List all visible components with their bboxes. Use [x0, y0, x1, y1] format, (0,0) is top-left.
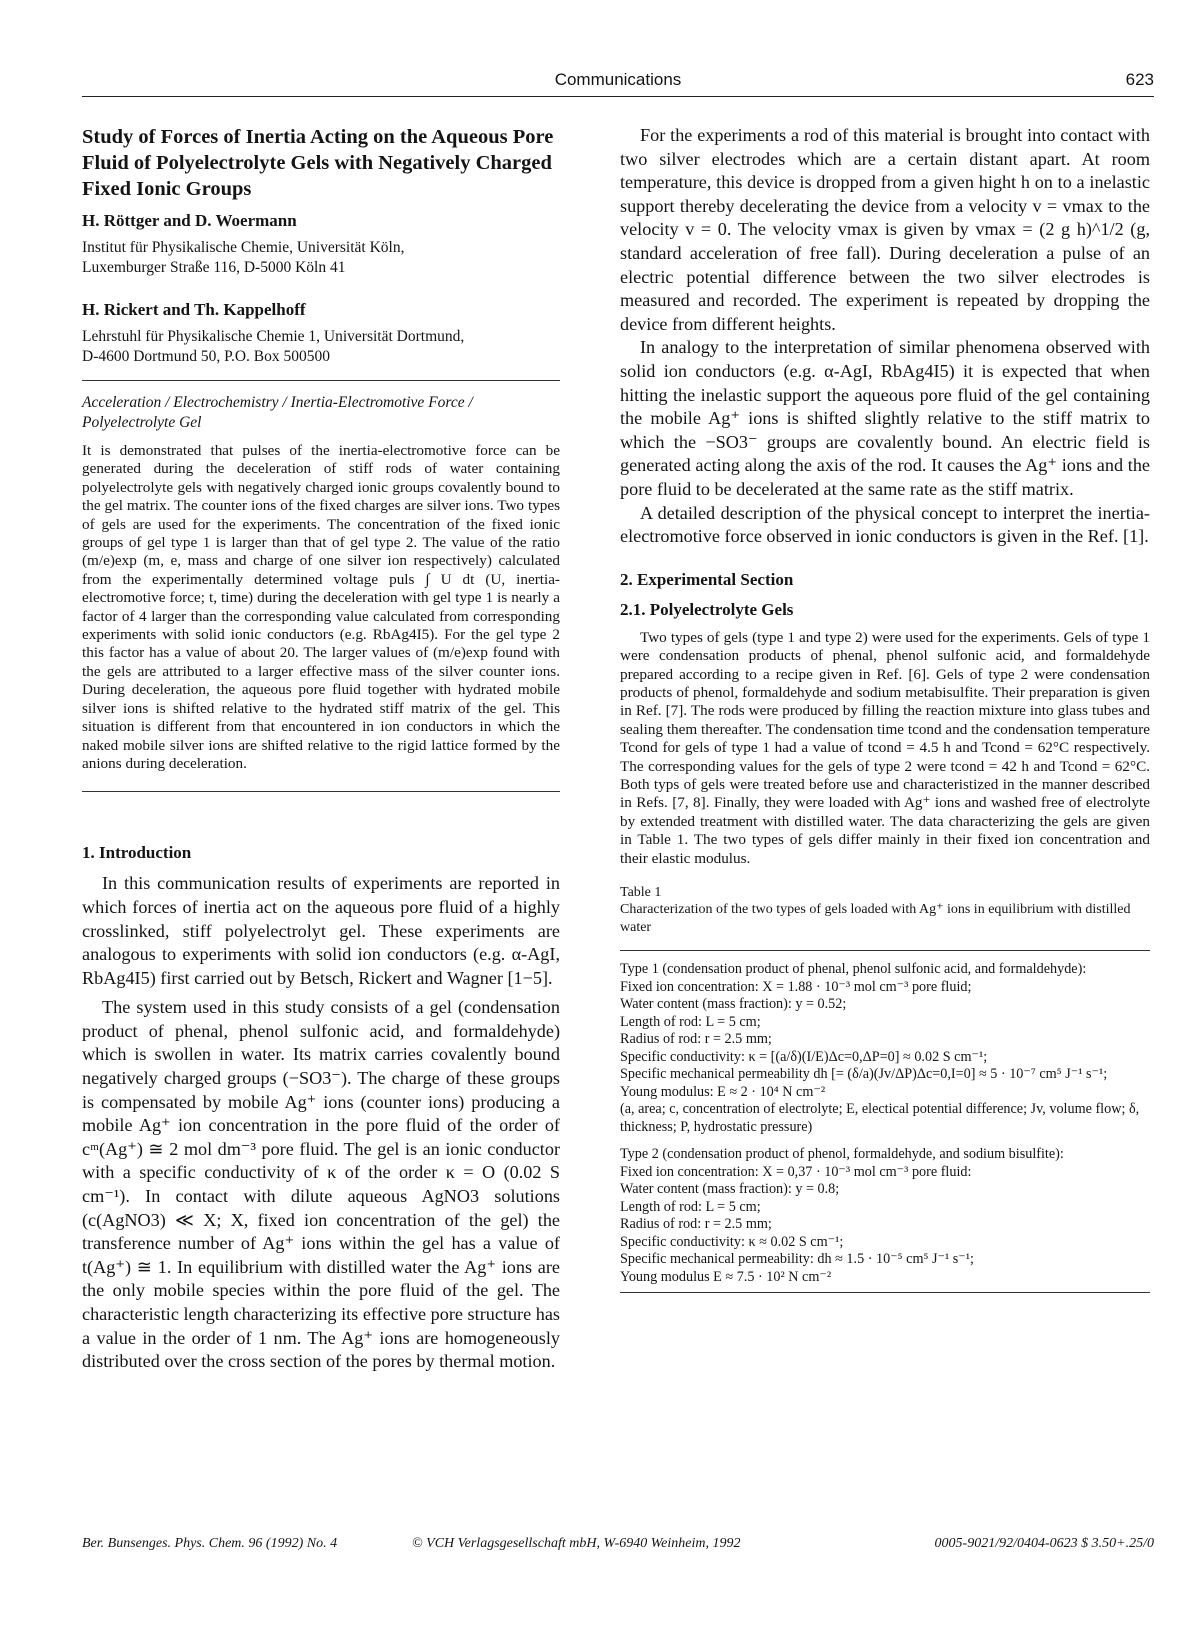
page-footer — [82, 1536, 1154, 1556]
footer-journal: Ber. Bunsenges. Phys. Chem. 96 (1992) No. 4 — [82, 1536, 338, 1551]
table-line: Specific conductivity: κ ≈ 0.02 S cm⁻¹; — [620, 1233, 844, 1250]
affiliation-1 — [82, 238, 560, 277]
affiliation-1-line: Institut für Physikalische Chemie, Universität Köln, — [82, 239, 405, 256]
right-column — [620, 124, 1150, 1293]
table-line: Specific mechanical permeability dh [= (δ/a)(Jv/ΔP)Δc=0,I=0] ≈ 5 · 10⁻⁷ cm⁵ J⁻¹ s⁻¹; — [620, 1066, 1108, 1083]
table-line: Young modulus E ≈ 7.5 · 10² N cm⁻² — [620, 1268, 832, 1285]
subsection-heading-gels: 2.1. Polyelectrolyte Gels — [620, 599, 794, 619]
table-line: Fixed ion concentration: X = 1.88 · 10⁻³ mol cm⁻³ pore fluid; — [620, 978, 972, 995]
table-line: Type 1 (condensation product of phenal, phenol sulfonic acid, and formaldehyde): — [620, 961, 1087, 978]
table-line: Length of rod: L = 5 cm; — [620, 1013, 761, 1030]
divider — [82, 791, 560, 792]
affiliation-2 — [82, 327, 560, 366]
intro-paragraph: The system used in this study consists of a gel (condensation product of phenal, phenol sulfonic acid, and formaldehyde) which is swollen in water. Its matrix carries covalently bound negatively charged groups (−SO3⁻). The charge of these groups is compensated by mobile Ag⁺ ions (counter ions) producing a mobile Ag⁺ ion concentration in the pore fluid of the order of cᵐ(Ag⁺) ≅ 2 mol dm⁻³ pore fluid. The gel is an ionic conductor with a specific conductivity of κ of the order κ = O (0.02 S cm⁻¹). In contact with dilute aqueous AgNO3 solutions (c(AgNO3) ≪ X; X, fixed ion concentration of the gel) the transference number of Ag⁺ ions within the gel has a value of t(Ag⁺) ≅ 1. In equilibrium with distilled water the Ag⁺ ions are the only mobile species within the pore fluid of the gel. The characteristic length characterizing its effective pore structure has a value in the order of 1 nm. The Ag⁺ ions are homogeneously distributed over the cross section of the pores by thermal motion. — [82, 997, 560, 1372]
body-paragraph: For the experiments a rod of this material is brought into contact with two silver electrodes which are a certain distant apart. At room temperature, this device is dropped from a given hight h on to a inelastic support thereby decelerating the device from a velocity v = vmax to the velocity v = 0. The velocity vmax is given by vmax = (2 g h)^1/2 (g, standard acceleration of free fall). During deceleration a pulse of an electric potential difference between the two silver electrodes is measured and recorded. The experiment is repeated by dropping the device from different heights. — [620, 125, 1150, 334]
body-paragraph: A detailed description of the physical concept to interpret the inertia-electromotive force observed in ionic conductors is given in the Ref. [1]. — [620, 502, 1150, 547]
table-bottom-rule — [620, 1292, 1150, 1293]
running-head — [82, 68, 1154, 97]
footer-code: 0005-9021/92/0404-0623 $ 3.50+.25/0 — [934, 1536, 1154, 1551]
running-head-section: Communications — [554, 70, 682, 89]
gels-paragraph: Two types of gels (type 1 and type 2) were used for the experiments. Gels of type 1 were condensation products of phenal, phenol sulfonic acid, and formaldehyde prepared according to a recipe given in Ref. [6]. Gels of type 2 were condensation products of phenol, formaldehyde and sodium metabisulfite. Their preparation is given in Ref. [7]. The rods were produced by filling the reaction mixture into glass tubes and sealing them thereafter. The condensation time tcond and the condensation temperature Tcond for gels of type 1 had a value of tcond = 4.5 h and Tcond = 62°C respectively. The corresponding values for the gels of type 2 were tcond = 42 h and Tcond = 62°C. Both typs of gels were treated before use and characteristized in the manner described in Refs. [7, 8]. Finally, they were loaded with Ag⁺ ions and washed free of electrolyte by extended treatment with distilled water. The data characterizing the gels are given in Table 1. The two types of gels differ mainly in their fixed ion concentration and their elastic modulus. — [620, 628, 1150, 867]
table-line: Radius of rod: r = 2.5 mm; — [620, 1216, 772, 1233]
left-column — [82, 124, 560, 1374]
table-line: Water content (mass fraction): y = 0.52; — [620, 996, 847, 1013]
page-number: 623 — [1125, 70, 1154, 89]
affiliation-1-line: Luxemburger Straße 116, D-5000 Köln 41 — [82, 258, 346, 276]
table-type1-block — [620, 961, 1150, 1136]
table-line: Length of rod: L = 5 cm; — [620, 1198, 761, 1215]
article-title: Study of Forces of Inertia Acting on the Aqueous Pore Fluid of Polyelectrolyte Gels with Negatively Charged Fixed Ionic Groups — [82, 126, 554, 200]
table-top-rule — [620, 950, 1150, 951]
table-line: Type 2 (condensation product of phenol, formaldehyde, and sodium bisulfite): — [620, 1146, 1064, 1163]
divider — [82, 380, 560, 381]
table-line: Fixed ion concentration: X = 0,37 · 10⁻³ mol cm⁻³ pore fluid: — [620, 1163, 972, 1180]
table-line: Young modulus: E ≈ 2 · 10⁴ N cm⁻² — [620, 1083, 826, 1100]
section-heading-experimental: 2. Experimental Section — [620, 569, 794, 589]
table-line: (a, area; c, concentration of electrolyte; E, electical potential difference; Jv, volume flow; δ, thickness; P, hydrostatic pressure) — [620, 1101, 1140, 1135]
intro-paragraph: In this communication results of experiments are reported in which forces of inertia act on the aqueous pore fluid of a highly crosslinked, stiff polyelectrolyt gel. These experiments are analogous to experiments with solid ion conductors (e.g. α-AgI, RbAg4I5) first carried out by Betsch, Rickert and Wagner [1−5]. — [82, 873, 560, 988]
abstract: It is demonstrated that pulses of the inertia-electromotive force can be generated during the deceleration of stiff rods of water containing polyelectrolyte gels with negatively charged ionic groups covalently bound to the gel matrix. The counter ions of the fixed charges are silver ions. Two types of gels are used for the experiments. The concentration of the fixed ionic groups of gel type 1 is larger than that of gel type 2. The value of the ratio (m/e)exp (m, e, mass and charge of one silver ion respectively) calculated from the experimentally determined voltage puls ∫ U dt (U, inertia-electromotive force; t, time) during the deceleration with gel type 1 is nearly a factor of 4 larger than the corresponding value calculated from corresponding experiments with solid ionic conductors (e.g. RbAg4I5). For the gel type 2 this factor has a value of about 20. The larger values of (m/e)exp found with the gels are attributed to a larger effective mass of the silver counter ions. During deceleration, the aqueous pore fluid together with hydrated mobile silver ions is shifted relative to the hydrated stiff matrix of the gel. This situation is different from that encountered in ion conductors in which the naked mobile silver ions are shifted relative to the rigid lattice formed by the anions during deceleration. — [82, 442, 560, 772]
authors-group-2: H. Rickert and Th. Kappelhoff — [82, 300, 306, 319]
footer-copyright: © VCH Verlagsgesellschaft mbH, W-6940 Weinheim, 1992 — [412, 1536, 741, 1551]
table-line: Water content (mass fraction): y = 0.8; — [620, 1181, 840, 1198]
table-label: Table 1 — [620, 884, 662, 900]
table-caption: Characterization of the two types of gels loaded with Ag⁺ ions in equilibrium with distilled water — [620, 902, 1131, 935]
authors-group-1: H. Röttger and D. Woermann — [82, 211, 297, 230]
table-line: Radius of rod: r = 2.5 mm; — [620, 1031, 772, 1048]
table-type2-block — [620, 1146, 1150, 1286]
keywords: Acceleration / Electrochemistry / Inertia-Electromotive Force / Polyelectrolyte Gel — [82, 394, 473, 431]
section-heading-introduction: 1. Introduction — [82, 843, 192, 863]
table-line: Specific mechanical permeability: dh ≈ 1.5 · 10⁻⁵ cm⁵ J⁻¹ s⁻¹; — [620, 1251, 974, 1268]
table-line: Specific conductivity: κ = [(a/δ)(I/E)Δc=0,ΔP=0] ≈ 0.02 S cm⁻¹; — [620, 1048, 988, 1065]
affiliation-2-line: D-4600 Dortmund 50, P.O. Box 500500 — [82, 347, 331, 365]
body-paragraph: In analogy to the interpretation of similar phenomena observed with solid ion conductors (e.g. α-AgI, RbAg4I5) it is expected that when hitting the inelastic support the aqueous pore fluid of the gel containing the mobile Ag⁺ ions is shifted slightly relative to the stiff matrix to which the −SO3⁻ groups are covalently bound. An electric field is generated acting along the axis of the rod. It causes the Ag⁺ ions and the pore fluid to be decelerated at the same rate as the stiff matrix. — [620, 337, 1150, 499]
affiliation-2-line: Lehrstuhl für Physikalische Chemie 1, Universität Dortmund, — [82, 328, 465, 345]
